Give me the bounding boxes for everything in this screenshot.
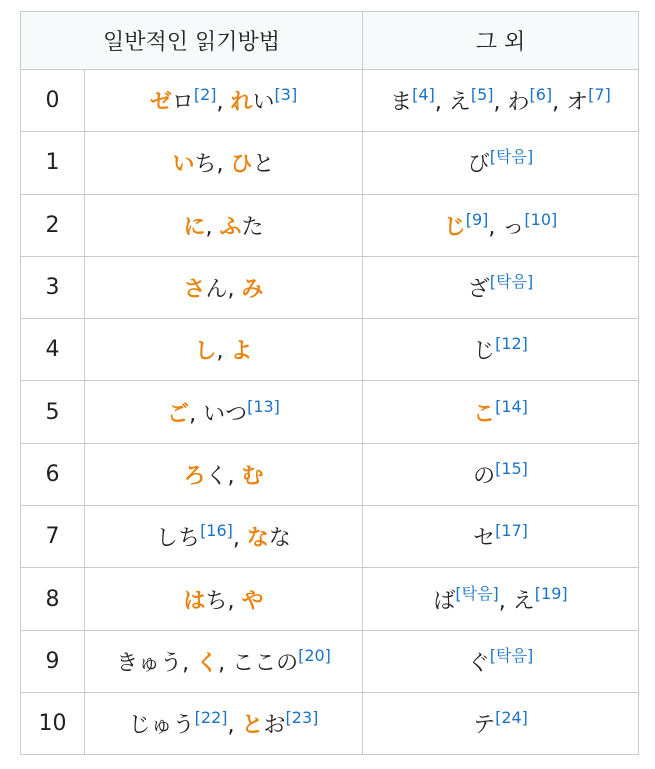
kana-text: の: [473, 463, 496, 489]
other-reading-cell: [363, 319, 639, 381]
kana-text: , え: [434, 90, 471, 116]
reference-link[interactable]: [23]: [285, 708, 319, 728]
other-reading-cell: [363, 194, 639, 256]
reference-link[interactable]: [5]: [470, 85, 494, 105]
highlighted-kana: み: [241, 277, 264, 303]
common-reading-cell: [85, 256, 363, 318]
highlighted-kana: れ: [230, 90, 253, 116]
reference-link[interactable]: [7]: [588, 85, 611, 105]
kana-text: ち,: [194, 152, 231, 178]
highlighted-kana: よ: [230, 339, 253, 365]
common-reading-cell: [85, 443, 363, 505]
table-body: [21, 70, 639, 755]
reference-link[interactable]: [탁음]: [489, 646, 534, 666]
number-cell: 1: [21, 132, 85, 194]
highlighted-kana: こ: [473, 401, 496, 427]
kana-text: ,: [227, 713, 242, 739]
highlighted-kana: し: [194, 339, 217, 365]
common-reading-cell: [85, 194, 363, 256]
kana-text: , え: [498, 588, 535, 614]
table-row: [21, 70, 639, 132]
kana-text: きゅう,: [116, 650, 197, 676]
reference-link[interactable]: [20]: [298, 646, 331, 666]
other-reading-cell: [363, 630, 639, 692]
highlighted-kana: む: [241, 463, 264, 489]
highlighted-kana: ふ: [219, 214, 242, 240]
reference-link[interactable]: [2]: [193, 85, 217, 105]
kana-text: び: [467, 152, 490, 178]
kana-text: た: [241, 214, 264, 240]
kana-text: く,: [205, 463, 242, 489]
reference-link[interactable]: [탁음]: [489, 272, 534, 292]
other-reading-cell: [363, 256, 639, 318]
other-reading-cell: [363, 70, 639, 132]
kana-text: セ: [473, 526, 496, 552]
highlighted-kana: ひ: [230, 152, 253, 178]
other-reading-cell: [363, 692, 639, 754]
other-reading-cell: [363, 568, 639, 630]
other-reading-cell: [363, 443, 639, 505]
reference-link[interactable]: [6]: [529, 85, 553, 105]
kana-text: じゅう: [128, 713, 195, 739]
number-cell: 5: [21, 381, 85, 443]
common-reading-cell: [85, 381, 363, 443]
highlighted-kana: な: [246, 526, 269, 552]
number-cell: 9: [21, 630, 85, 692]
highlighted-kana: く: [196, 650, 219, 676]
reference-link[interactable]: [탁음]: [489, 147, 534, 167]
reference-link[interactable]: [9]: [465, 209, 489, 229]
kana-text: ま: [390, 90, 413, 116]
highlighted-kana: と: [241, 713, 264, 739]
highlighted-kana: さ: [183, 277, 206, 303]
highlighted-kana: い: [172, 152, 195, 178]
highlighted-kana: ご: [167, 401, 190, 427]
kana-text: ,: [205, 214, 220, 240]
number-cell: 3: [21, 256, 85, 318]
table-row: [21, 381, 639, 443]
reference-link[interactable]: [19]: [534, 583, 568, 603]
table-row: [21, 630, 639, 692]
number-reading-table: [20, 11, 639, 755]
common-reading-cell: [85, 132, 363, 194]
reading-table-container: [20, 11, 639, 755]
other-reading-cell: [363, 506, 639, 568]
number-cell: 8: [21, 568, 85, 630]
highlighted-kana: に: [183, 214, 206, 240]
header-common-reading: 일반적인 읽기방법: [21, 12, 363, 70]
number-cell: 2: [21, 194, 85, 256]
table-row: [21, 568, 639, 630]
number-cell: 6: [21, 443, 85, 505]
reference-link[interactable]: [24]: [495, 708, 528, 728]
kana-text: お: [263, 713, 286, 739]
kana-text: と: [252, 152, 275, 178]
highlighted-kana: ゼ: [149, 90, 172, 116]
reference-link[interactable]: [3]: [274, 85, 298, 105]
highlighted-kana: は: [183, 588, 206, 614]
number-cell: 10: [21, 692, 85, 754]
kana-text: ざ: [467, 277, 490, 303]
reference-link[interactable]: [17]: [495, 521, 528, 541]
highlighted-kana: じ: [443, 214, 466, 240]
table-row: [21, 506, 639, 568]
kana-text: ち,: [205, 588, 242, 614]
other-reading-cell: [363, 132, 639, 194]
common-reading-cell: [85, 630, 363, 692]
kana-text: ,: [216, 339, 231, 365]
kana-text: ば: [433, 588, 456, 614]
table-row: [21, 132, 639, 194]
number-cell: 7: [21, 506, 85, 568]
table-row: [21, 194, 639, 256]
table-row: [21, 692, 639, 754]
reference-link[interactable]: [16]: [200, 521, 233, 541]
highlighted-kana: ろ: [183, 463, 206, 489]
number-cell: 0: [21, 70, 85, 132]
kana-text: , いつ: [189, 401, 248, 427]
kana-text: い: [252, 90, 275, 116]
reference-link[interactable]: [13]: [247, 396, 280, 416]
kana-text: テ: [473, 713, 496, 739]
common-reading-cell: [85, 506, 363, 568]
header-other-reading: 그 외: [363, 12, 639, 70]
kana-text: , オ: [552, 90, 589, 116]
kana-text: , ここの: [218, 650, 299, 676]
kana-text: ,: [232, 526, 247, 552]
reference-link[interactable]: [14]: [495, 396, 528, 416]
kana-text: , っ: [488, 214, 525, 240]
reference-link[interactable]: [10]: [524, 209, 558, 229]
number-cell: 4: [21, 319, 85, 381]
table-header-row: [21, 12, 639, 70]
reference-link[interactable]: [탁음]: [455, 583, 499, 603]
kana-text: ん,: [205, 277, 242, 303]
reference-link[interactable]: [15]: [495, 459, 528, 479]
kana-text: ,: [216, 90, 231, 116]
reference-link[interactable]: [22]: [194, 708, 228, 728]
table-row: [21, 319, 639, 381]
table-row: [21, 443, 639, 505]
kana-text: じ: [473, 339, 496, 365]
common-reading-cell: [85, 319, 363, 381]
kana-text: しち: [156, 526, 201, 552]
common-reading-cell: [85, 692, 363, 754]
reference-link[interactable]: [4]: [412, 85, 435, 105]
kana-text: な: [268, 526, 291, 552]
other-reading-cell: [363, 381, 639, 443]
kana-text: ぐ: [467, 650, 490, 676]
common-reading-cell: [85, 70, 363, 132]
kana-text: ロ: [171, 90, 194, 116]
table-row: [21, 256, 639, 318]
kana-text: , わ: [493, 90, 530, 116]
reference-link[interactable]: [12]: [495, 334, 528, 354]
highlighted-kana: や: [241, 588, 264, 614]
common-reading-cell: [85, 568, 363, 630]
